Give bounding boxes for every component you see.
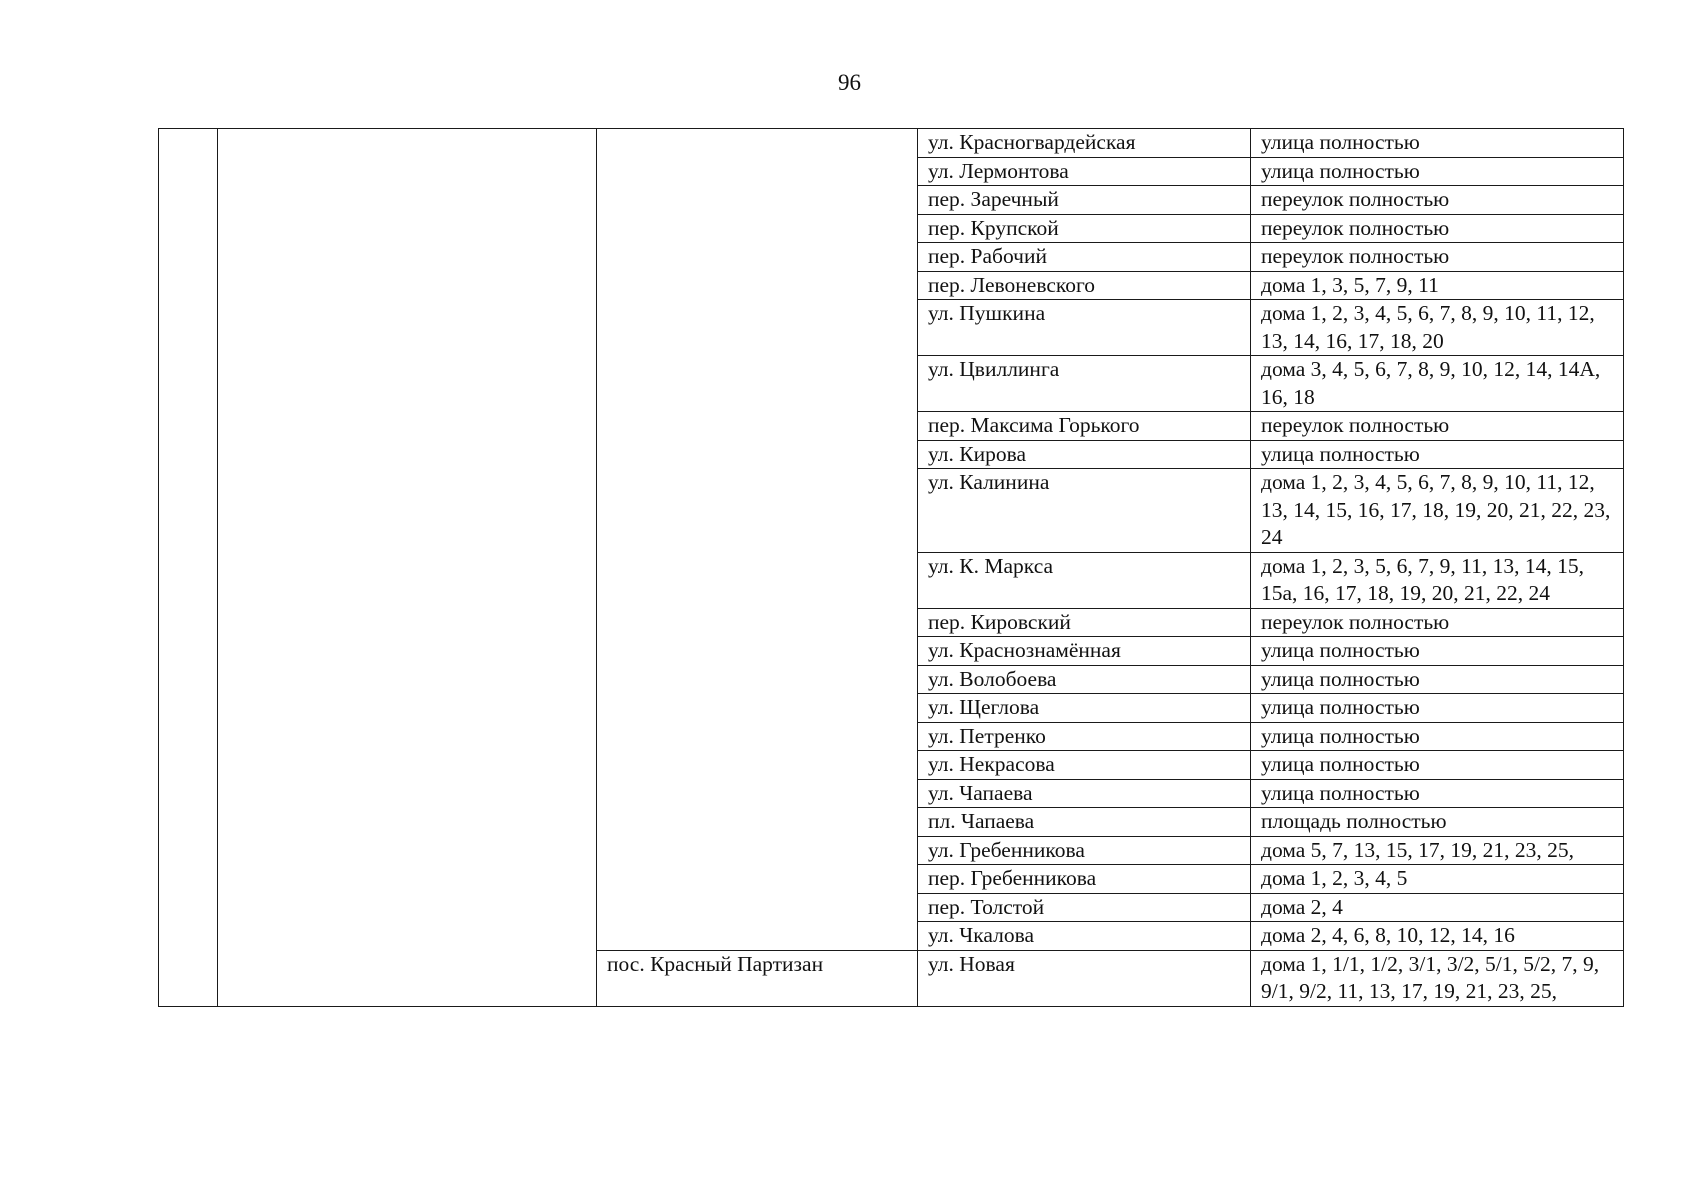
houses-cell: переулок полностью: [1251, 186, 1624, 215]
address-table: [158, 128, 1624, 1007]
houses-cell: улица полностью: [1251, 751, 1624, 780]
street-cell: ул. Красногвардейская: [918, 129, 1251, 158]
street-cell: пер. Кировский: [918, 608, 1251, 637]
page-number: 96: [838, 70, 861, 95]
houses-cell: улица полностью: [1251, 665, 1624, 694]
houses-cell: дома 1, 2, 3, 5, 6, 7, 9, 11, 13, 14, 15, 15а, 16, 17, 18, 19, 20, 21, 22, 24: [1251, 552, 1624, 608]
houses-cell: улица полностью: [1251, 779, 1624, 808]
houses-cell: улица полностью: [1251, 694, 1624, 723]
houses-cell: площадь полностью: [1251, 808, 1624, 837]
street-cell: пер. Максима Горького: [918, 412, 1251, 441]
street-cell: пл. Чапаева: [918, 808, 1251, 837]
street-cell: ул. Лермонтова: [918, 157, 1251, 186]
street-cell: ул. Калинина: [918, 469, 1251, 553]
street-cell: ул. Чкалова: [918, 922, 1251, 951]
street-cell: ул. Новая: [918, 950, 1251, 1006]
street-cell: ул. Цвиллинга: [918, 356, 1251, 412]
houses-cell: переулок полностью: [1251, 214, 1624, 243]
street-cell: ул. Пушкина: [918, 300, 1251, 356]
address-table-body: [159, 129, 1624, 1007]
houses-cell: переулок полностью: [1251, 243, 1624, 272]
street-cell: ул. Гребенникова: [918, 836, 1251, 865]
houses-cell: улица полностью: [1251, 440, 1624, 469]
district-cell: [218, 129, 597, 1007]
street-cell: ул. Кирова: [918, 440, 1251, 469]
street-cell: ул. Волобоева: [918, 665, 1251, 694]
houses-cell: дома 2, 4, 6, 8, 10, 12, 14, 16: [1251, 922, 1624, 951]
street-cell: пер. Крупской: [918, 214, 1251, 243]
houses-cell: переулок полностью: [1251, 608, 1624, 637]
street-cell: пер. Толстой: [918, 893, 1251, 922]
street-cell: пер. Левоневского: [918, 271, 1251, 300]
settlement-cell: пос. Красный Партизан: [597, 950, 918, 1006]
table-row: [159, 129, 1624, 158]
houses-cell: переулок полностью: [1251, 412, 1624, 441]
houses-cell: улица полностью: [1251, 722, 1624, 751]
street-cell: ул. Некрасова: [918, 751, 1251, 780]
number-cell: [159, 129, 218, 1007]
houses-cell: дома 3, 4, 5, 6, 7, 8, 9, 10, 12, 14, 14А, 16, 18: [1251, 356, 1624, 412]
houses-cell: дома 1, 2, 3, 4, 5, 6, 7, 8, 9, 10, 11, 12, 13, 14, 15, 16, 17, 18, 19, 20, 21, 22, 23, 24: [1251, 469, 1624, 553]
street-cell: ул. Петренко: [918, 722, 1251, 751]
street-cell: ул. Щеглова: [918, 694, 1251, 723]
street-cell: ул. Чапаева: [918, 779, 1251, 808]
houses-cell: улица полностью: [1251, 129, 1624, 158]
street-cell: ул. Краснознамённая: [918, 637, 1251, 666]
houses-cell: дома 5, 7, 13, 15, 17, 19, 21, 23, 25,: [1251, 836, 1624, 865]
houses-cell: улица полностью: [1251, 157, 1624, 186]
houses-cell: улица полностью: [1251, 637, 1624, 666]
houses-cell: дома 1, 2, 3, 4, 5: [1251, 865, 1624, 894]
street-cell: пер. Рабочий: [918, 243, 1251, 272]
street-cell: ул. К. Маркса: [918, 552, 1251, 608]
street-cell: пер. Гребенникова: [918, 865, 1251, 894]
settlement-cell: [597, 129, 918, 951]
houses-cell: дома 1, 2, 3, 4, 5, 6, 7, 8, 9, 10, 11, 12, 13, 14, 16, 17, 18, 20: [1251, 300, 1624, 356]
houses-cell: дома 1, 3, 5, 7, 9, 11: [1251, 271, 1624, 300]
street-cell: пер. Заречный: [918, 186, 1251, 215]
houses-cell: дома 1, 1/1, 1/2, 3/1, 3/2, 5/1, 5/2, 7, 9, 9/1, 9/2, 11, 13, 17, 19, 21, 23, 25,: [1251, 950, 1624, 1006]
houses-cell: дома 2, 4: [1251, 893, 1624, 922]
